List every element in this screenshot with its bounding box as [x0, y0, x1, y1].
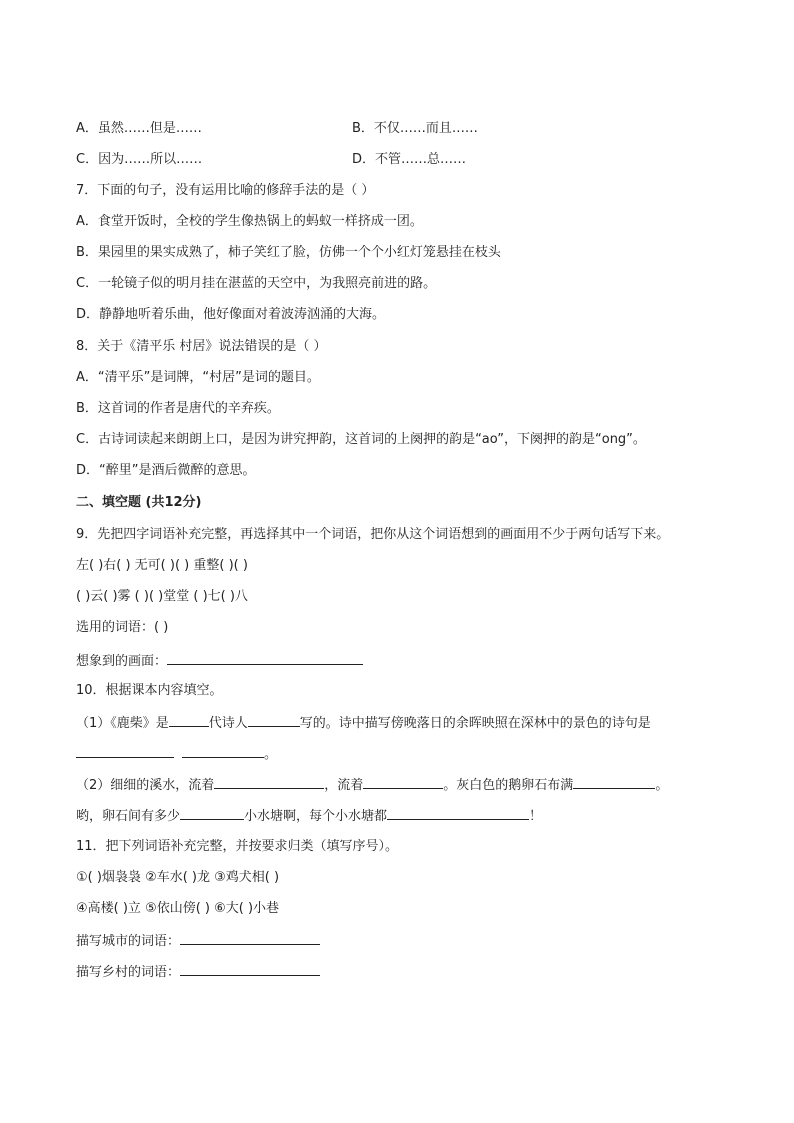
q9-chosen-word: 选用的词语：( )	[76, 620, 169, 635]
q10-part2-text-a: （2）细细的溪水，流着	[76, 778, 215, 793]
q10-part3-text-a: 哟，卵石间有多少	[76, 809, 181, 824]
q8-option-a: A．“清平乐”是词牌，“村居”是词的题目。	[76, 370, 320, 385]
q10-part3	[76, 806, 542, 826]
q10-part3-text-b: 小水塘啊，每个小水塘都	[244, 809, 388, 824]
q8-option-b: B．这首词的作者是唐代的辛弃疾。	[76, 401, 280, 416]
q9-imagine-row	[76, 651, 363, 671]
q10-part1-text-a: （1）《鹿柴》是	[76, 716, 169, 731]
q7-option-d: D．静静地听着乐曲，他好像面对着波涛汹涌的大海。	[76, 307, 386, 322]
answer-blank[interactable]	[180, 931, 320, 945]
q11-city-label: 描写城市的词语：	[76, 934, 181, 949]
answer-blank[interactable]	[248, 713, 300, 727]
answer-blank[interactable]	[76, 744, 174, 758]
q11-village-row	[76, 962, 320, 982]
answer-blank[interactable]	[363, 775, 443, 789]
q9-idiom-row-2: ( )云( )雾 ( )( )堂堂 ( )七( )八	[76, 589, 248, 604]
q6-option-c: C．因为……所以……	[76, 152, 203, 167]
q9-imagine-label: 想象到的画面：	[76, 654, 168, 669]
q11-city-row	[76, 931, 320, 951]
answer-blank[interactable]	[180, 806, 244, 820]
q10-part2-text-d: 。	[655, 778, 669, 793]
q6-option-d: D．不管……总……	[352, 152, 467, 167]
q8-option-c: C．古诗词读起来朗朗上口，是因为讲究押韵，这首词的上阕押的韵是“ao”，下阕押的韵是“ong”。	[76, 432, 646, 447]
q10-part2-text-c: 。灰白色的鹅卵石布满	[443, 778, 574, 793]
answer-blank[interactable]	[387, 806, 529, 820]
section-heading: 二、填空题 (共12分)	[76, 495, 202, 510]
answer-blank[interactable]	[214, 775, 324, 789]
q10-part1-end: 。	[264, 747, 278, 762]
q7-option-c: C．一轮镜子似的明月挂在湛蓝的天空中，为我照亮前进的路。	[76, 276, 437, 291]
q9-idiom-row-1: 左( )右( ) 无可( )( ) 重整( )( )	[76, 558, 248, 573]
q9-stem: 9．先把四字词语补充完整，再选择其中一个词语，把你从这个词语想到的画面用不少于两句话写下来。	[76, 527, 670, 542]
answer-blank[interactable]	[169, 713, 209, 727]
q10-stem: 10．根据课本内容填空。	[76, 683, 223, 698]
q10-part2	[76, 775, 668, 795]
q10-part1-text-c: 写的。诗中描写傍晚落日的余晖映照在深林中的景色的诗句是	[299, 716, 651, 731]
q11-row-1: ①( )烟袅袅 ②车水( )龙 ③鸡犬相( )	[76, 870, 280, 885]
q10-part1-answer-row	[76, 744, 277, 764]
q11-village-label: 描写乡村的词语：	[76, 965, 181, 980]
answer-blank[interactable]	[573, 775, 655, 789]
q8-option-d: D．“醉里”是酒后微醉的意思。	[76, 463, 256, 478]
q11-stem: 11．把下列词语补充完整，并按要求归类（填写序号）。	[76, 839, 399, 854]
q10-part1-text-b: 代诗人	[208, 716, 248, 731]
q7-option-a: A．食堂开饭时，全校的学生像热锅上的蚂蚁一样挤成一团。	[76, 214, 423, 229]
q11-row-2: ④高楼( )立 ⑤依山傍( ) ⑥大( )小巷	[76, 901, 280, 916]
q8-stem: 8．关于《清平乐 村居》说法错误的是（ ）	[76, 339, 327, 354]
q10-part2-text-b: ，流着	[324, 778, 364, 793]
answer-blank[interactable]	[182, 744, 264, 758]
q10-part1	[76, 713, 651, 733]
answer-blank[interactable]	[167, 651, 363, 665]
q6-option-a: A．虽然……但是……	[76, 121, 202, 136]
q10-part3-text-c: ！	[529, 809, 543, 824]
answer-blank[interactable]	[180, 962, 320, 976]
q7-stem: 7．下面的句子，没有运用比喻的修辞手法的是（ ）	[76, 183, 375, 198]
q6-option-b: B．不仅……而且……	[352, 121, 478, 136]
q7-option-b: B．果园里的果实成熟了，柿子笑红了脸，仿佛一个个小红灯笼悬挂在枝头	[76, 245, 501, 260]
